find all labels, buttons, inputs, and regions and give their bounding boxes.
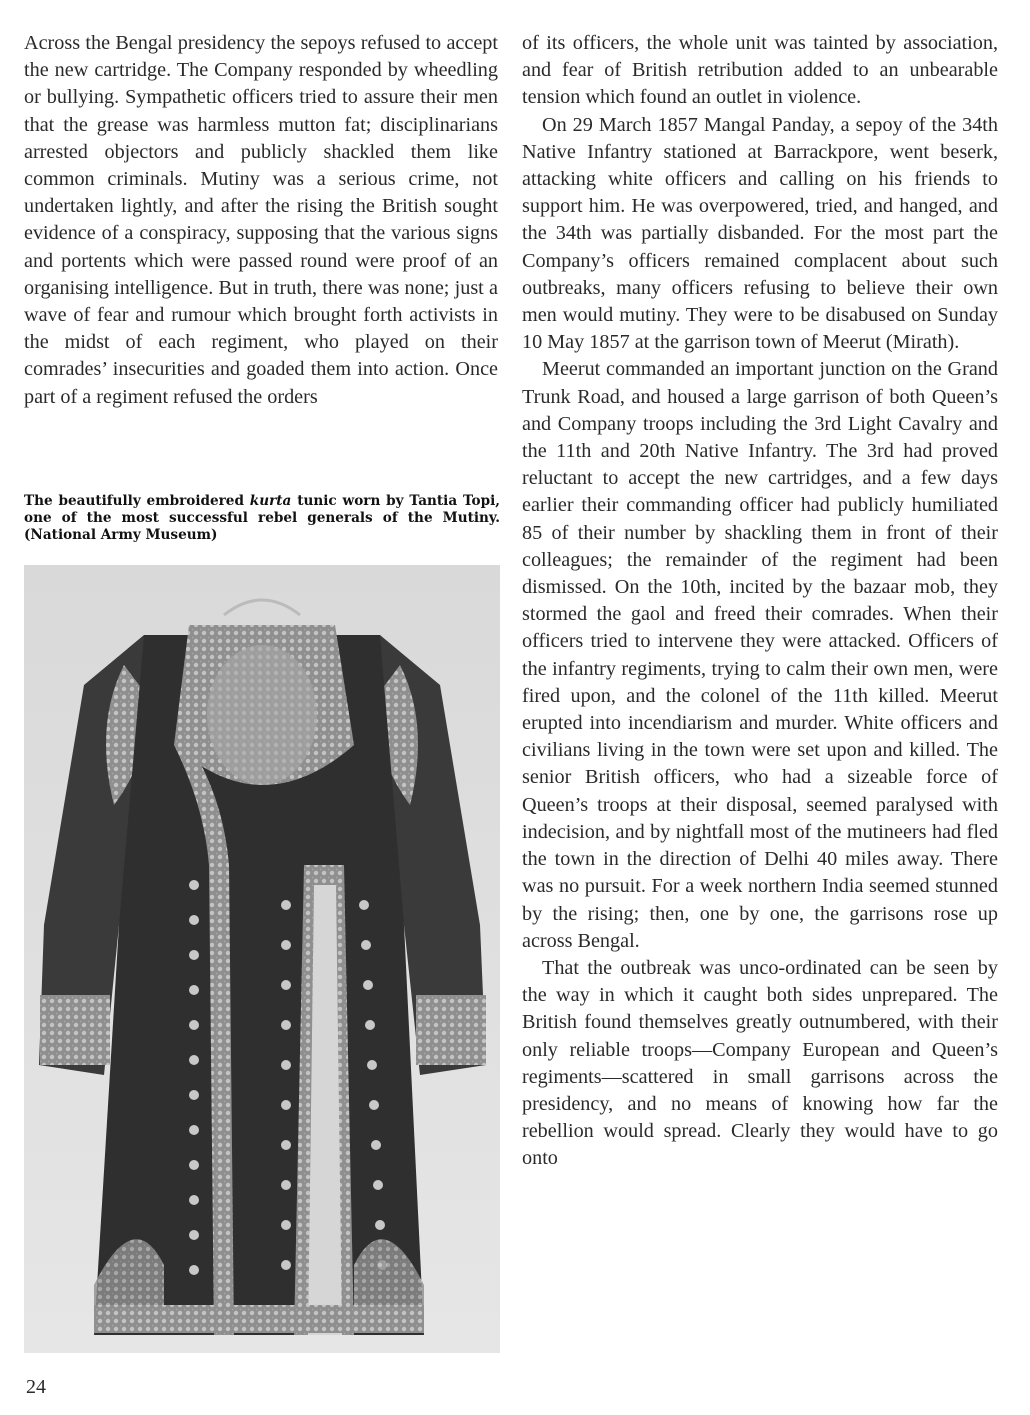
photo-caption	[24, 493, 500, 544]
kurta-tunic-photo	[24, 565, 500, 1353]
caption-emphasis: kurta	[249, 493, 292, 509]
right-paragraph-1: of its officers, the whole unit was tainted by association, and fear of British retribution added to an unbearable tension which found an outlet in violence.	[522, 32, 998, 109]
right-paragraph-4: That the outbreak was unco-ordinated can be seen by the way in which it caught both sides unprepared. The British found themselves greatly outnumbered, with their only reliable troops—Company European and Queen’s regiments—scattered in small garrisons across the presidency, and no means of knowing how far the rebellion would spread. Clearly they would have to go onto	[522, 956, 998, 1170]
left-column	[24, 30, 498, 411]
left-paragraph-1: Across the Bengal presidency the sepoys refused to accept the new cartridge. The Company responded by wheedling or bullying. Sympathetic officers tried to assure their men that the grease was harmless mutton fat; disciplinarians arrested objectors and publicly shackled them like common criminals. Mutiny was a serious crime, not undertaken lightly, and after the rising the British sought evidence of a conspiracy, supposing that the various signs and portents which were passed round were proof of an organising intelligence. But in truth, there was none; just a wave of fear and rumour which brought forth activists in the midst of each regiment, who played on their comrades’ insecurities and goaded them into action. Once part of a regiment refused the orders	[24, 32, 498, 408]
page-number: 24	[26, 1376, 46, 1398]
right-paragraph-2: On 29 March 1857 Mangal Panday, a sepoy of the 34th Native Infantry stationed at Barrackpore, went beserk, attacking white officers and calling on his friends to support him. He was overpowered, tried, and hanged, and the 34th was partially disbanded. For the most part the Company’s officers remained complacent about such outbreaks, many officers refusing to believe their own men would mutiny. They were to be disabused on Sunday 10 May 1857 at the garrison town of Meerut (Mirath).	[522, 113, 998, 354]
kurta-tunic-illustration	[24, 565, 500, 1353]
caption-suffix: tunic worn by Tantia Topi, one of the most successful rebel generals of the Mutiny. (National Army Museum)	[24, 493, 500, 543]
right-column	[522, 30, 998, 1173]
right-paragraph-3: Meerut commanded an important junction on the Grand Trunk Road, and housed a large garrison of both Queen’s and Company troops including the 3rd Light Cavalry and the 11th and 20th Native Infantry. The 3rd had proved reluctant to accept the new cartridges, and a few days earlier their commanding officer had publicly humiliated 85 of their number by shackling them in front of their colleagues; the remainder of the regiment had been dismissed. On the 10th, incited by the bazaar mob, they stormed the gaol and freed their comrades. When their officers tried to intervene they were attacked. Officers of the infantry regiments, trying to calm their own men, were fired upon, and the colonel of the 11th killed. Meerut erupted into incendiarism and murder. White officers and civilians living in the town were set upon and killed. The senior British officers, who had a sizeable force of Queen’s troops at their disposal, seemed paralysed with indecision, and by nightfall most of the mutineers had fled the town in the direction of Delhi 40 miles away. There was no pursuit. For a week northern India seemed stunned by the rising; then, one by one, the garrisons rose up across Bengal.	[522, 358, 998, 952]
caption-prefix: The beautifully embroidered	[24, 493, 250, 509]
